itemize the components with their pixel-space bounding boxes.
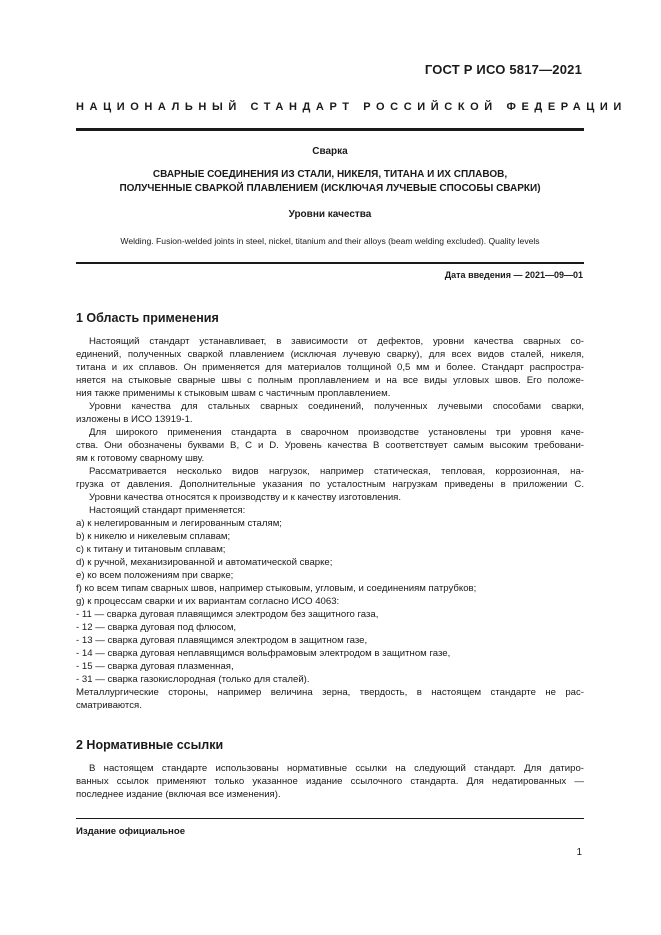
- section-1-title: 1 Область применения: [76, 311, 219, 325]
- text-line: c) к титану и титановым сплавам;: [76, 544, 226, 555]
- text-line: ния также применимы к стыковым швам с частичным проплавлением.: [76, 388, 391, 399]
- section-2-body: [76, 762, 584, 801]
- text-line: - 31 — сварка газокислородная (только для сталей).: [76, 674, 310, 685]
- national-standard-heading: НАЦИОНАЛЬНЫЙ СТАНДАРТ РОССИЙСКОЙ ФЕДЕРАЦИИ: [76, 101, 627, 113]
- page-number: 1: [576, 847, 582, 858]
- edition-label: Издание официальное: [76, 826, 186, 837]
- main-title-line-2: ПОЛУЧЕННЫЕ СВАРКОЙ ПЛАВЛЕНИЕМ (ИСКЛЮЧАЯ ЛУЧЕВЫЕ СПОСОБЫ СВАРКИ): [119, 183, 541, 194]
- document-code: ГОСТ Р ИСО 5817—2021: [424, 62, 582, 77]
- text-line: - 12 — сварка дуговая под флюсом,: [76, 622, 237, 633]
- text-line: ства. Они обозначены буквами B, C и D. Уровень качества B соответствует самым высоким требовани-: [76, 440, 584, 451]
- text-line: - 14 — сварка дуговая неплавящимся вольфрамовым электродом в защитном газе,: [76, 648, 451, 659]
- text-line: Настоящий стандарт применяется:: [89, 505, 246, 516]
- text-line: Уровни качества относятся к производству и к качеству изготовления.: [89, 492, 402, 503]
- text-line: e) ко всем положениям при сварке;: [76, 570, 234, 581]
- text-line: сматриваются.: [76, 700, 142, 711]
- text-line: - 15 — сварка дуговая плазменная,: [76, 661, 234, 672]
- text-line: грузка от давления. Дополнительные указания по усталостным нагрузкам приведены в приложении C.: [76, 479, 584, 490]
- text-line: единений, полученных сваркой плавлением (исключая лучевую сварку), для всех видов сталей, никеля,: [76, 349, 584, 360]
- english-title: Welding. Fusion-welded joints in steel, nickel, titanium and their alloys (beam welding excluded). Quality levels: [120, 236, 540, 246]
- text-line: Рассматривается несколько видов нагрузок, например статическая, тепловая, коррозионная, на-: [89, 466, 584, 477]
- text-line: g) к процессам сварки и их вариантам согласно ИСО 4063:: [76, 596, 340, 607]
- text-line: изложены в ИСО 13919-1.: [76, 414, 193, 425]
- section-1-body: [76, 335, 584, 712]
- text-line: Настоящий стандарт устанавливает, в зависимости от дефектов, уровни качества сварных со-: [89, 336, 584, 347]
- section-2-title: 2 Нормативные ссылки: [76, 738, 224, 752]
- footer-divider: [76, 818, 584, 819]
- topic-title: Сварка: [312, 146, 348, 157]
- text-line: - 13 — сварка дуговая плавящимся электродом в защитном газе,: [76, 635, 368, 646]
- text-line: Металлургические стороны, например величина зерна, твердость, в настоящем стандарте не рас-: [76, 687, 584, 698]
- header-divider: [76, 128, 584, 131]
- text-line: ванных ссылок применяют только указанное издание ссылочного стандарта. Для недатированных —: [76, 776, 584, 787]
- text-line: титана и их сплавов. Он применяется для материалов толщиной 0,5 мм и более. Стандарт распростра-: [76, 362, 584, 373]
- title-divider: [76, 262, 584, 264]
- text-line: d) к ручной, механизированной и автоматической сварке;: [76, 557, 333, 568]
- text-line: Для широкого применения стандарта в сварочном производстве установлены три уровня каче-: [89, 427, 584, 438]
- text-line: b) к никелю и никелевым сплавам;: [76, 531, 231, 542]
- text-line: - 11 — сварка дуговая плавящимся электродом без защитного газа,: [76, 609, 379, 620]
- text-line: a) к нелегированным и легированным сталям;: [76, 518, 282, 529]
- text-line: ям к готовому сварному шву.: [76, 453, 205, 464]
- main-title-line-1: СВАРНЫЕ СОЕДИНЕНИЯ ИЗ СТАЛИ, НИКЕЛЯ, ТИТАНА И ИХ СПЛАВОВ,: [152, 169, 508, 180]
- text-line: В настоящем стандарте использованы нормативные ссылки на следующий стандарт. Для датиро-: [89, 763, 584, 774]
- text-line: няется на стыковые сварные швы с полным проплавлением и на все виды угловых швов. Его положе-: [76, 375, 584, 386]
- text-line: Уровни качества для стальных сварных соединений, полученных лучевыми способами сварки,: [89, 401, 584, 412]
- text-line: f) ко всем типам сварных швов, например стыковым, угловым, и соединениям патрубков;: [76, 583, 477, 594]
- text-line: последнее издание (включая все изменения).: [76, 789, 281, 800]
- introduction-date: Дата введения — 2021—09—01: [444, 270, 583, 280]
- subtitle: Уровни качества: [288, 209, 372, 220]
- main-title: [66, 168, 594, 196]
